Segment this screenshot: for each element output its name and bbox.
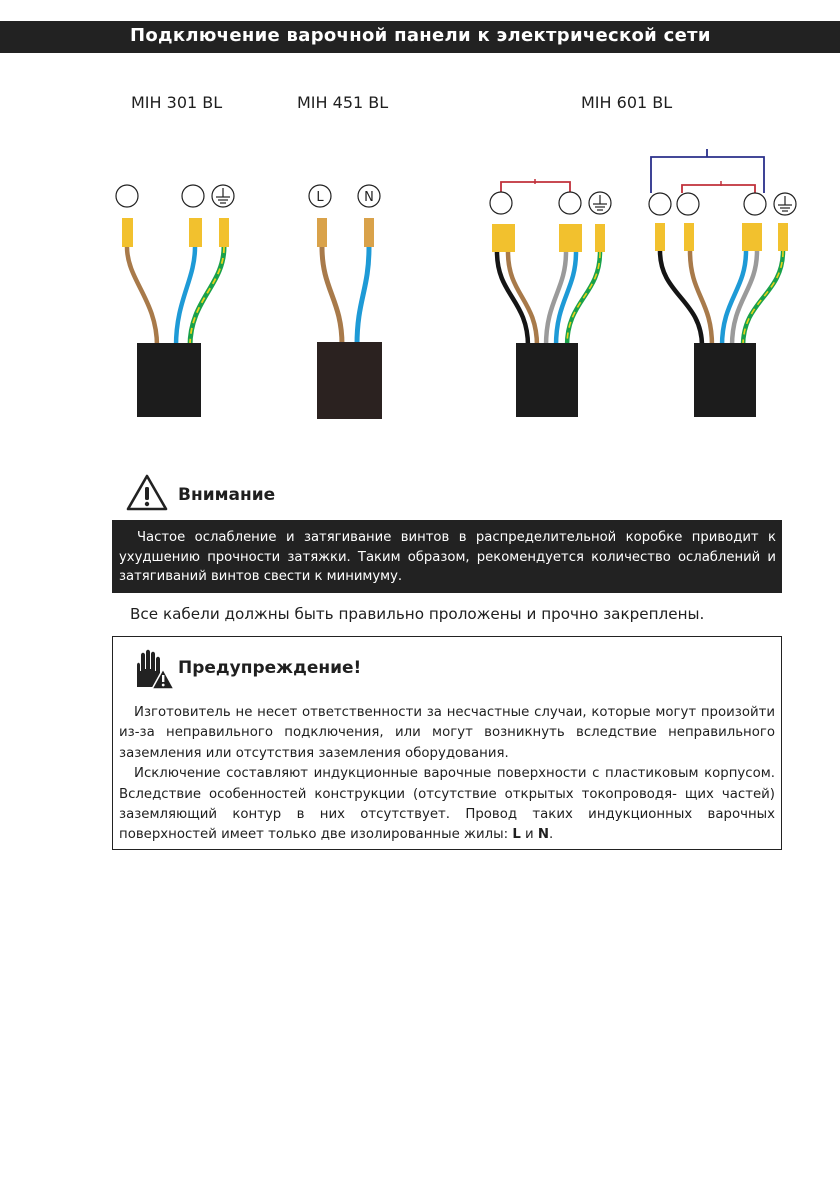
wire-blue [357, 247, 369, 345]
cable-sheath [137, 343, 201, 417]
connector [595, 224, 605, 252]
page-title: Подключение варочной панели к электрической сети [130, 25, 711, 46]
warning-paragraph-1: Изготовитель не несет ответственности за несчастные случаи, которые могут произойти из-за неправильного подключения, или могут возникнуть вследствие неправильного заземления или отсутствия заземления оборудования. [119, 705, 775, 761]
diagram-mih-601-a [490, 179, 611, 417]
attention-text: Частое ослабление и затягивание винтов в распределительной коробке приводит к ухудшению прочности затяжки. Таким образом, рекомендуется количество ослаблений и затягиваний винтов свести к минимуму. [119, 530, 776, 584]
terminal-circle [677, 193, 699, 215]
ground-symbol-icon [774, 193, 796, 215]
bridge-jumper-inner [682, 185, 755, 193]
terminal-l-label: L [316, 190, 324, 205]
connector [364, 218, 374, 247]
terminal-circle [182, 185, 204, 207]
connector [219, 218, 229, 247]
cable-sheath [694, 343, 756, 417]
attention-box [112, 520, 782, 593]
cable-sheath [317, 342, 382, 419]
warning-text [119, 703, 775, 846]
warning-triangle-icon [124, 472, 170, 514]
ground-symbol-icon [212, 185, 234, 207]
diagram-mih-451 [309, 185, 382, 419]
wire-ground [743, 251, 783, 346]
ground-symbol-icon [589, 192, 611, 214]
connector [742, 223, 762, 251]
warning-title: Предупреждение! [178, 658, 362, 678]
connector [492, 224, 515, 252]
cable-sheath [516, 343, 578, 417]
model-label-601: MIH 601 BL [581, 93, 673, 112]
warning-paragraph-2 [119, 764, 775, 846]
model-label-301: MIH 301 BL [131, 93, 223, 112]
attention-title: Внимание [178, 485, 276, 505]
cables-note: Все кабели должны быть правильно проложены и прочно закреплены. [130, 605, 705, 623]
wiring-diagram [0, 120, 840, 430]
warning-box [112, 636, 782, 850]
header-bar [0, 21, 840, 53]
terminal-circle [116, 185, 138, 207]
wire-brown [127, 247, 157, 346]
connector [655, 223, 665, 251]
warning-p2-end: . [549, 827, 554, 843]
terminal-circle [744, 193, 766, 215]
diagram-mih-301 [116, 185, 234, 417]
terminal-circle [490, 192, 512, 214]
diagram-mih-601-b [649, 149, 796, 417]
warning-n: N [537, 827, 550, 843]
connector [559, 224, 582, 252]
connector [122, 218, 133, 247]
terminal-circle [559, 192, 581, 214]
connector [189, 218, 202, 247]
warning-l: L [512, 827, 521, 843]
hand-stop-icon [131, 647, 175, 691]
connector [684, 223, 694, 251]
bridge-jumper-outer [651, 157, 764, 193]
terminal-n-label: N [364, 190, 374, 205]
terminal-circle [649, 193, 671, 215]
warning-p2-start: Исключение составляют индукционные варочные поверхности с пластиковым корпусом. Вследствие особенностей конструкции (отсутствие открытых токопроводя- щих частей) заземляющий контур в них отсутствует. Провод таких индукционных варочных поверхностей имеет только две изолированные жилы: [119, 766, 775, 843]
model-label-451: MIH 451 BL [297, 93, 389, 112]
connector [778, 223, 788, 251]
wire-brown [322, 247, 342, 345]
wire-black [660, 251, 702, 346]
warning-and: и [520, 827, 538, 843]
wire-ground [567, 252, 600, 346]
connector [317, 218, 327, 247]
